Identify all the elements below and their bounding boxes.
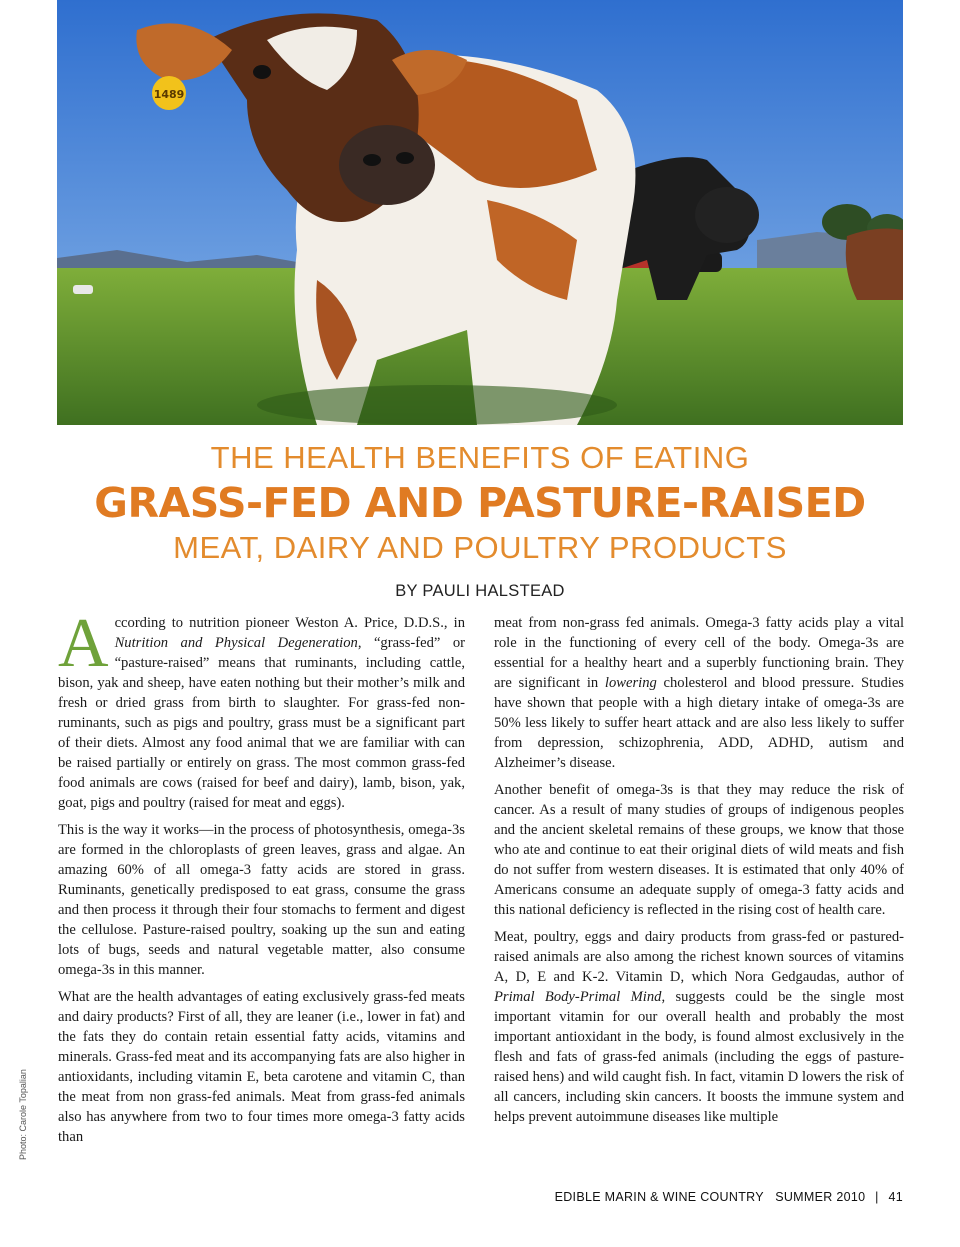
issue-date: SUMMER 2010	[775, 1190, 866, 1204]
emphasis: lowering	[604, 675, 657, 691]
page-footer	[555, 1190, 903, 1204]
paragraph: This is the way it works—in the process of photosynthesis, omega-3s are formed in the chloroplasts of green leaves, grass and algae. An amazing 60% of all omega-3 fatty acids are stored in grass. Ruminants, genetically predisposed to eat grass, consume the grass and then process it through their four stomachs to ferment and digest the cellulose. Pasture-raised poultry, soaking up the sun and eating lots of bugs, seeds and natural vegetable matter, also consume omega-3s in this manner.	[58, 822, 465, 978]
article-column-left	[58, 605, 465, 1154]
ear-tag-number: 1489	[153, 88, 185, 101]
paragraph: According to nutrition pioneer Weston A. Price, D.D.S., in Nutrition and Physical Degeneration, “grass-fed” or “pasture-raised” means that ruminants, including cattle, bison, yak and sheep, have eaten nothing but their mother’s milk and fresh or dried grass from birth to slaughter. For grass-fed non-ruminants, such as pigs and poultry, grass must be a significant part of their diets. Almost any food animal that we are familiar with can be raised partially or entirely on grass. The most common grass-fed food animals are cows (raised for beef and dairy), lamb, bison, yak, goat, pigs and poultry (raised for meat and eggs).	[58, 605, 465, 811]
article-headline	[57, 438, 903, 568]
footer-separator: |	[875, 1190, 879, 1204]
page-number: 41	[888, 1190, 903, 1204]
paragraph: Another benefit of omega-3s is that they may reduce the risk of cancer. As a result of many studies of groups of indigenous peoples and the ancient skeletal remains of these groups, we know that those who ate and continue to eat their original diets of wild meats and fish do not suffer from western diseases. It is estimated that only 40% of Americans consume an adequate supply of omega-3 fatty acids and this national deficiency is reflected in the rising cost of health care.	[494, 782, 904, 918]
author-byline: BY PAULI HALSTEAD	[395, 582, 565, 600]
drop-cap: A	[58, 605, 109, 682]
paragraph: What are the health advantages of eating exclusively grass-fed meats and dairy products? First of all, they are leaner (i.e., lower in fat) and the fats they do contain retain essential fatty acids, vitamins and minerals. Grass-fed meat and its accompanying fats are also higher in antioxidants, including vitamin E, beta carotene and vitamin C, than the meat from non grass-fed animals. Meat from grass-fed animals also has anywhere from two to four times more omega-3 fatty acids than	[58, 989, 465, 1145]
headline-line-1: THE HEALTH BENEFITS OF EATING	[210, 440, 750, 475]
book-title: Nutrition and Physical Degeneration	[114, 635, 358, 651]
headline-line-2: GRASS-FED AND PASTURE-RAISED	[94, 479, 866, 527]
article-column-right	[494, 613, 904, 1134]
publication-name: EDIBLE MARIN & WINE COUNTRY	[554, 1190, 764, 1204]
paragraph: Meat, poultry, eggs and dairy products from grass-fed or pastured-raised animals are also among the richest known sources of vitamins A, D, E and K-2. Vitamin D, which Nora Gedgaudas, author of Primal Body-Primal Mind, suggests could be the single most important vitamin for our overall health and probably the most important antioxidant in the body, is found almost exclusively in the flesh and fats of grass-fed animals (including the eggs of pasture-raised hens) and wild caught fish. In fact, vitamin D lowers the risk of all cancers, including skin cancers. It boosts the immune system and helps prevent autoimmune diseases like multiple	[494, 929, 904, 1125]
hero-photo-cows	[57, 0, 903, 425]
cow-pasture-illustration	[57, 0, 903, 425]
paragraph: meat from non-grass fed animals. Omega-3 fatty acids play a vital role in the functioning of every cell of the body. Omega-3s are essential for a healthy heart and a superbly functioning brain. They are significant in lowering cholesterol and blood pressure. Studies have shown that people with a high dietary intake of omega-3s are 50% less likely to suffer heart attack and are also less likely to suffer from depression, schizophrenia, ADD, ADHD, autism and Alzheimer’s disease.	[494, 615, 904, 771]
headline-line-3: MEAT, DAIRY AND POULTRY PRODUCTS	[173, 530, 787, 565]
book-title: Primal Body-Primal Mind	[494, 989, 662, 1005]
photo-credit: Photo: Carole Topalian	[18, 1069, 28, 1160]
